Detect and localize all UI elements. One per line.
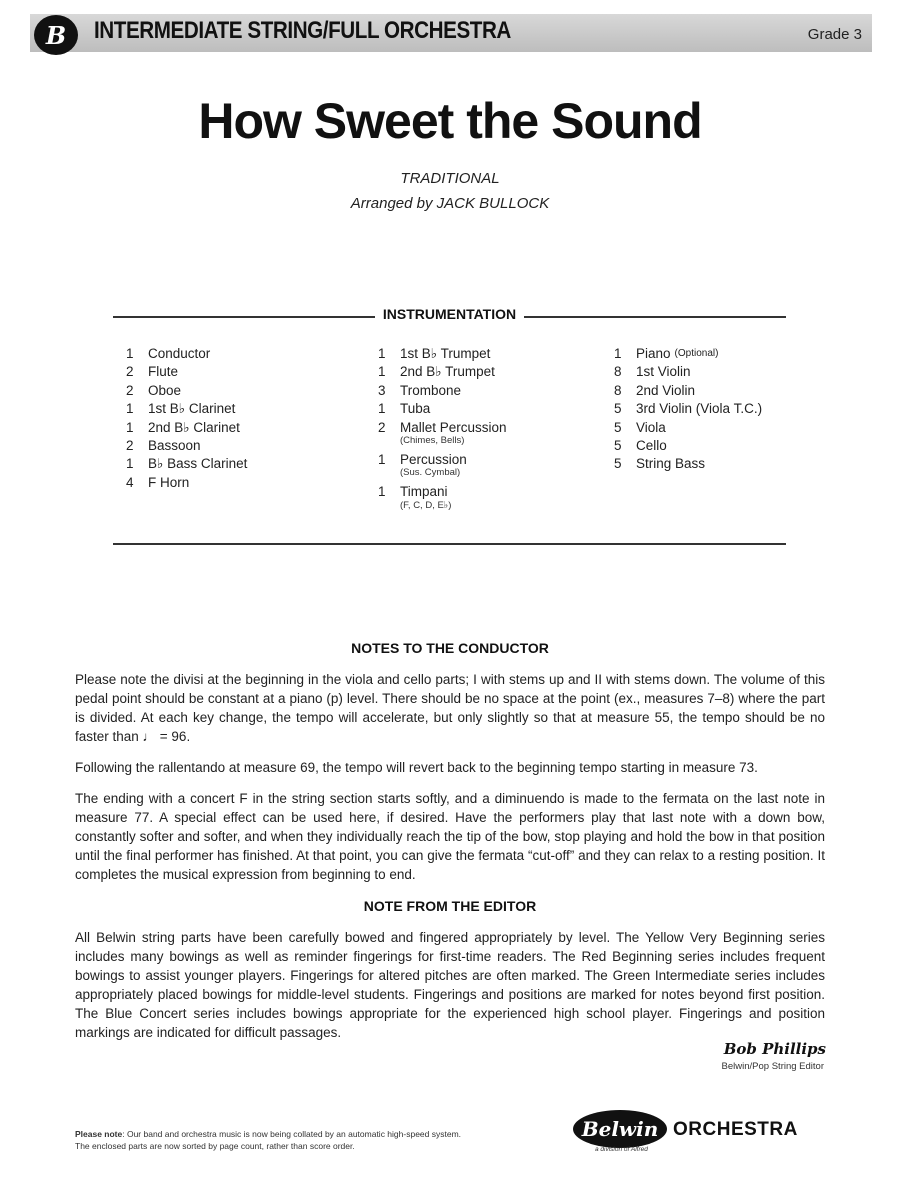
instrument-quantity: 1 [126,401,134,417]
footer-note-label: Please note [75,1129,123,1139]
arranger: Arranged by JACK BULLOCK [350,195,550,212]
instrumentation-header [113,306,786,326]
instrument-name: 1st B♭ Clarinet [148,401,236,417]
instrument-column-3 [614,345,762,474]
instrument-row [126,345,247,363]
instrument-quantity: 8 [614,364,622,380]
instrumentation-heading: INSTRUMENTATION [375,306,524,322]
composer: TRADITIONAL [400,170,500,187]
instrument-quantity: 1 [378,452,386,468]
instrument-quantity: 2 [126,364,134,380]
footer-note-text: : Our band and orchestra music is now being collated by an automatic high-speed system. [122,1129,462,1139]
belwin-orchestra-logo [573,1110,829,1156]
instrument-row [126,474,247,492]
instrument-row [614,382,762,400]
instrument-quantity: 1 [378,346,386,361]
instrument-row [126,400,247,418]
instrument-quantity: 1 [378,401,386,417]
instrument-name: 1st B♭ Trumpet [400,346,491,361]
instrument-name: Bassoon [148,438,201,454]
footer-note [75,1128,461,1152]
instrument-quantity: 5 [614,401,622,417]
conductor-notes-heading: NOTES TO THE CONDUCTOR [351,640,549,656]
instrument-row [614,419,762,437]
instrument-note: (Optional) [674,348,719,359]
editor-note-paragraph: All Belwin string parts have been carefully bowed and fingered appropriately by level. The Yellow Very Beginning series includes many bowings as well as reminder fingerings for first-time readers. The Red Beginning series includes frequent bowings to assist younger players. Fingerings for altered pitches are often marked. The Green Intermediate series includes appropriately placed bowings for middle-level students. Fingerings and positions are marked for notes beyond first position. The Blue Concert series includes bowings appropriate for the experienced high school player. Fingerings and position markings are indicated for difficult passages. [75,930,825,1040]
instrument-quantity: 1 [126,419,134,435]
conductor-notes-paragraph: Following the rallentando at measure 69, the tempo will revert back to the beginning tempo starting in measure 73. [75,760,758,775]
instrument-row [378,400,507,418]
instrument-name: Tuba [400,401,431,417]
brand-tagline: a division of Alfred [595,1146,648,1153]
instrument-name: F Horn [148,474,190,490]
instrument-column-2 [378,345,507,516]
instrument-row [378,345,507,363]
instrument-name: Percussion [400,452,467,468]
instrument-name: 2nd B♭ Clarinet [148,419,240,435]
instrument-quantity: 5 [614,456,622,472]
instrument-row [126,363,247,381]
belwin-logo-icon: B [34,15,78,55]
instrument-quantity: 1 [378,484,386,500]
instrument-row [614,345,762,363]
instrument-quantity: 3 [378,382,386,398]
instrument-row [614,437,762,455]
conductor-notes-paragraph: Please note the divisi at the beginning in the viola and cello parts; I with stems up and II with stems down. The volume of this pedal point should be constant at a piano (p) level. There should be no space at the point (ex., measures 7–8) where the part is divided. At each key change, the tempo will accelerate, but only slightly so that at measure 55, the tempo should be no faster than ♩ = 96. [75,672,825,744]
instrument-name: Piano [636,346,671,361]
instrument-name: Conductor [148,346,211,361]
instrument-quantity: 1 [378,364,386,380]
instrument-column-1 [126,345,247,492]
instrument-row [614,455,762,473]
instrument-quantity: 2 [378,419,386,435]
instrument-name: Mallet Percussion [400,419,507,435]
instrument-detail: (Sus. Cymbal) [400,467,461,479]
divider [113,543,786,545]
instrument-row [614,400,762,418]
instrument-name: 2nd Violin [636,382,696,398]
instrument-detail: (F, C, D, E♭) [400,499,452,511]
instrument-name: Timpani [400,484,448,500]
instrument-detail: (Chimes, Bells) [400,435,465,447]
instrument-name: 2nd B♭ Trumpet [400,364,495,380]
instrument-quantity: 2 [126,438,134,454]
page-title: How Sweet the Sound [198,93,702,149]
instrument-quantity: 8 [614,382,622,398]
instrument-quantity: 1 [126,456,134,472]
brand-word: ORCHESTRA [673,1119,798,1140]
instrument-quantity: 5 [614,419,622,435]
instrument-row [126,437,247,455]
instrument-name: Trombone [400,382,462,398]
instrument-name: B♭ Bass Clarinet [148,456,248,472]
instrument-quantity: 4 [126,474,134,490]
instrument-quantity: 1 [126,346,134,361]
instrument-row [378,363,507,381]
instrument-name: Cello [636,438,667,454]
footer-note-text: The enclosed parts are now sorted by page count, rather than score order. [75,1141,355,1151]
instrument-row [126,419,247,437]
grade-label: Grade 3 [807,26,862,43]
conductor-notes-paragraph: The ending with a concert F in the string section starts softly, and a diminuendo is made to the fermata on the last note in measure 77. A special effect can be used here, if desired. Have the performers play that last note with a down bow, constantly softer and softer, and when they individually reach the tip of the bow, stop playing and hold the bow in that position until the final performer has finished. At that point, you can give the fermata “cut-off” and they can relax to a resting position. It completes the musical expression from beginning to end. [75,791,825,882]
instrument-quantity: 5 [614,438,622,454]
instrument-row [126,382,247,400]
belwin-logo-icon: Belwin [573,1110,667,1148]
editor-note-heading: NOTE FROM THE EDITOR [363,898,537,914]
instrument-name: String Bass [636,456,706,472]
editor-signature: Bob Phillips [723,1040,826,1058]
instrument-row [614,363,762,381]
instrument-name: Flute [148,364,179,380]
instrument-name: Oboe [148,382,182,398]
instrument-row [378,382,507,400]
instrument-row [126,455,247,473]
instrument-name: Viola [636,419,666,435]
editor-role: Belwin/Pop String Editor [721,1061,824,1072]
instrument-name: 3rd Violin (Viola T.C.) [636,401,763,417]
instrument-quantity: 1 [614,346,622,361]
instrument-name: 1st Violin [636,364,691,380]
instrument-quantity: 2 [126,382,134,398]
series-title: INTERMEDIATE STRING/FULL ORCHESTRA [94,17,511,44]
